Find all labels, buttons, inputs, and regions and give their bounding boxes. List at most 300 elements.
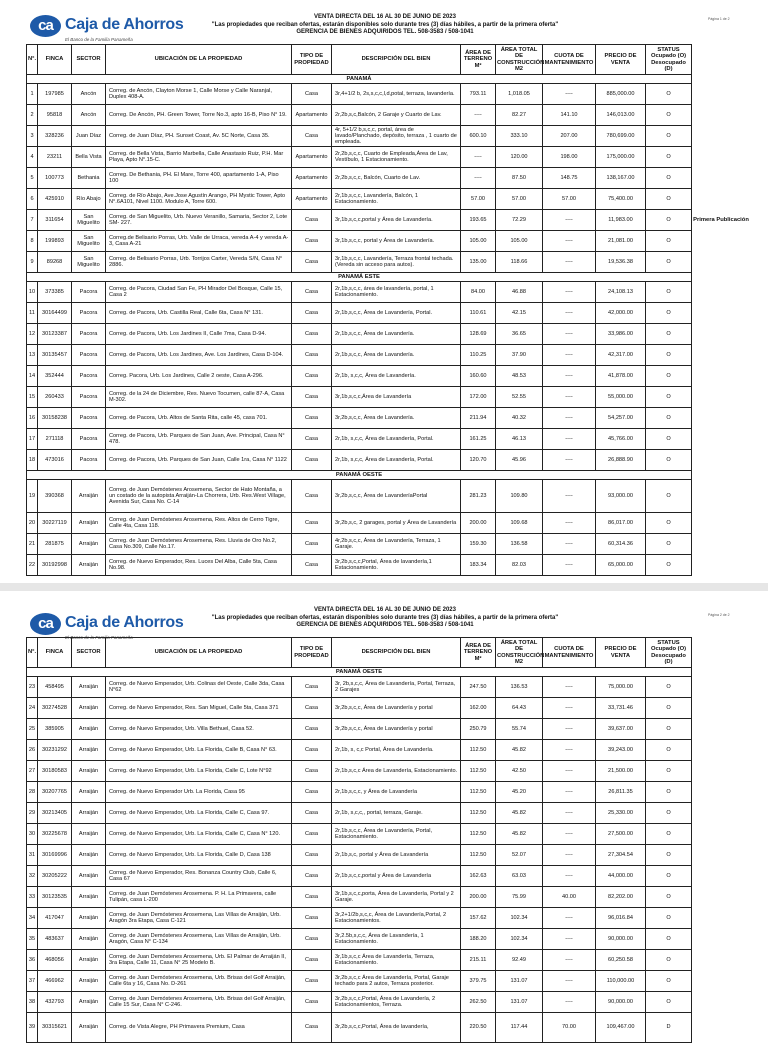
maintenance-fee-cell: ---- <box>543 282 596 303</box>
sector-cell: Arraiján <box>72 534 106 555</box>
maintenance-fee-cell: ---- <box>543 803 596 824</box>
land-area-cell: 162.00 <box>461 698 496 719</box>
column-header: N°. <box>27 638 38 668</box>
land-area-cell: 128.69 <box>461 324 496 345</box>
description-cell: 2r,1b, s,c,c, Área de Lavandería. <box>332 366 461 387</box>
land-area-cell: 215.11 <box>461 950 496 971</box>
construction-area-cell: 36.65 <box>496 324 543 345</box>
sale-price-cell: 55,000.00 <box>596 387 646 408</box>
margin-cell <box>692 231 751 252</box>
maintenance-fee-cell: ---- <box>543 408 596 429</box>
construction-area-cell: 109.68 <box>496 513 543 534</box>
location-cell: Correg. de Bella Vista, Barrio Marbella, Calle Anastasio Ruiz, P.H. Mar Playa, Apto N°.15-C. <box>106 147 292 168</box>
property-row <box>27 147 751 168</box>
land-area-cell: 112.50 <box>461 782 496 803</box>
location-cell: Correg. de Pacora, Urb. Los Jardines II, Calle 7ma, Casa D-94. <box>106 324 292 345</box>
finca-cell: 30213405 <box>38 803 72 824</box>
construction-area-cell: 55.74 <box>496 719 543 740</box>
sale-price-cell: 780,699.00 <box>596 126 646 147</box>
property-row <box>27 513 751 534</box>
location-cell: Correg.de Belisario Porras, Urb. Valle de Urraca, vereda A-4 y vereda A-3, Casa A-21 <box>106 231 292 252</box>
finca-cell: 425910 <box>38 189 72 210</box>
row-number: 23 <box>27 677 38 698</box>
property-row <box>27 677 751 698</box>
sector-cell: Arraiján <box>72 555 106 576</box>
column-header: DESCRIPCIÓN DEL BIEN <box>332 638 461 668</box>
description-cell: 3r,1b,s,c,c,porta, Área de Lavandería, Portal y 2 Garaje. <box>332 887 461 908</box>
column-header: UBICACIÓN DE LA PROPIEDAD <box>106 638 292 668</box>
status-cell: O <box>646 252 692 273</box>
description-cell: 2r,2b,s,c,c, Balcón, Cuarto de Lav. <box>332 168 461 189</box>
property-row <box>27 282 751 303</box>
construction-area-cell: 75.99 <box>496 887 543 908</box>
sector-cell: San Miguelito <box>72 210 106 231</box>
location-cell: Correg. de Juan Demóstenes Arosemena, Las Villas de Arraiján, Urb. Aragón, Casa N° C-134 <box>106 929 292 950</box>
row-number: 36 <box>27 950 38 971</box>
construction-area-cell: 45.82 <box>496 740 543 761</box>
status-cell: O <box>646 429 692 450</box>
brand-name: Caja de Ahorros <box>65 16 184 33</box>
property-row <box>27 555 751 576</box>
row-number: 12 <box>27 324 38 345</box>
row-number: 26 <box>27 740 38 761</box>
sector-cell: Arraiján <box>72 719 106 740</box>
maintenance-fee-cell: 148.75 <box>543 168 596 189</box>
land-area-cell: 250.79 <box>461 719 496 740</box>
sale-price-cell: 44,000.00 <box>596 866 646 887</box>
margin-cell <box>692 677 751 698</box>
property-type-cell: Casa <box>292 971 332 992</box>
property-type-cell: Apartamento <box>292 105 332 126</box>
sector-cell: Arraiján <box>72 698 106 719</box>
construction-area-cell: 1,018.05 <box>496 84 543 105</box>
finca-cell: 30169996 <box>38 845 72 866</box>
construction-area-cell: 37.90 <box>496 345 543 366</box>
location-cell: Correg. de Nuevo Emperador, Urb. La Florida, Calle C, Lote N°92 <box>106 761 292 782</box>
column-header: ÁREA TOTAL DE CONSTRUCCIÓN M2 <box>496 638 543 668</box>
land-area-cell: 157.62 <box>461 908 496 929</box>
table-header-row <box>27 638 751 668</box>
property-row <box>27 719 751 740</box>
property-type-cell: Casa <box>292 698 332 719</box>
maintenance-fee-cell: ---- <box>543 845 596 866</box>
column-header: FINCA <box>38 638 72 668</box>
maintenance-fee-cell: ---- <box>543 324 596 345</box>
property-row <box>27 992 751 1013</box>
sector-cell: Arraiján <box>72 887 106 908</box>
maintenance-fee-cell: 70.00 <box>543 1013 596 1043</box>
sector-cell: Arraiján <box>72 971 106 992</box>
property-type-cell: Casa <box>292 929 332 950</box>
margin-cell <box>692 1013 751 1043</box>
maintenance-fee-cell: 40.00 <box>543 887 596 908</box>
sale-price-cell: 60,314.36 <box>596 534 646 555</box>
row-number: 15 <box>27 387 38 408</box>
margin-cell <box>692 698 751 719</box>
finca-cell: 30192998 <box>38 555 72 576</box>
description-cell: 4r,2b,s,c,c, Área de Lavandería, Terraza, 1 Garaje. <box>332 534 461 555</box>
finca-cell: 30164499 <box>38 303 72 324</box>
status-cell: O <box>646 189 692 210</box>
margin-cell <box>692 75 751 84</box>
property-type-cell: Casa <box>292 324 332 345</box>
margin-cell <box>692 105 751 126</box>
section-title: PANAMÁ ESTE <box>27 273 692 282</box>
row-number: 3 <box>27 126 38 147</box>
location-cell: Correg. de Pacora, Urb. Parques de San Juan, Calle 1ra, Casa N° 1122 <box>106 450 292 471</box>
description-cell: 2r,1b,s,c,c Área de Lavandería, Estacionamiento. <box>332 761 461 782</box>
column-header: STATUS Ocupado (O) Desocupado (D) <box>646 45 692 75</box>
sector-cell: Arraiján <box>72 929 106 950</box>
land-area-cell: 183.34 <box>461 555 496 576</box>
construction-area-cell: 42.15 <box>496 303 543 324</box>
description-cell: 2r,1b,s,c, portal y Área de Lavandería <box>332 845 461 866</box>
status-cell: O <box>646 698 692 719</box>
sector-cell: Arraiján <box>72 761 106 782</box>
margin-cell <box>692 866 751 887</box>
row-number: 21 <box>27 534 38 555</box>
column-header: TIPO DE PROPIEDAD <box>292 638 332 668</box>
margin-cell <box>692 324 751 345</box>
construction-area-cell: 117.44 <box>496 1013 543 1043</box>
sale-price-cell: 90,000.00 <box>596 992 646 1013</box>
construction-area-cell: 82.27 <box>496 105 543 126</box>
row-number: 37 <box>27 971 38 992</box>
row-number: 14 <box>27 366 38 387</box>
sector-cell: Arraiján <box>72 866 106 887</box>
location-cell: Correg. de Juan Demóstenes Arosemena. P. H. La Primavera, calle Tulipán, casa L-200 <box>106 887 292 908</box>
sale-price-cell: 42,317.00 <box>596 345 646 366</box>
location-cell: Correg. de Río Abajo, Ave.Jose Agustín Arango, PH Mystic Tower, Apto N°.6A101, Nivel 1100. Modulo A, Torre 600. <box>106 189 292 210</box>
department-line: GERENCIA DE BIENES ADQUIRIDOS TEL. 508-3583 / 508-1041 <box>296 622 474 628</box>
sale-price-cell: 42,000.00 <box>596 303 646 324</box>
document-subtitle: "Las propiedades que reciban ofertas, estarán disponibles solo durante tres (3) días hábiles, a partir de la primera oferta" <box>211 21 559 28</box>
land-area-cell: 211.94 <box>461 408 496 429</box>
section-header-row <box>27 471 751 480</box>
location-cell: Correg. de Pacora, Urb. Castilla Real, Calle 6ta, Casa N° 131. <box>106 303 292 324</box>
finca-cell: 30207765 <box>38 782 72 803</box>
sale-price-cell: 24,108.13 <box>596 282 646 303</box>
location-cell: Correg. de Nuevo Emperador, Urb. La Florida, Calle C, Casa 97. <box>106 803 292 824</box>
document-title: VENTA DIRECTA DEL 16 AL 30 DE JUNIO DE 2023 <box>314 607 456 613</box>
column-header: ÁREA TOTAL DE CONSTRUCCIÓN M2 <box>496 45 543 75</box>
location-cell: Correg. de Pacora, Urb. Los Jardines, Ave. Los Jardines, Casa D-104. <box>106 345 292 366</box>
property-row <box>27 866 751 887</box>
location-cell: Correg. de Juan Demóstenes Arosemena, Res. Altos de Cerro Tigre, Calle 4ta, Casa 118. <box>106 513 292 534</box>
status-cell: O <box>646 992 692 1013</box>
sector-cell: Pacora <box>72 282 106 303</box>
sector-cell: Arraiján <box>72 677 106 698</box>
maintenance-fee-cell: ---- <box>543 866 596 887</box>
description-cell: 2r,2b,s,c,c, Cuarto de Empleada,Área de Lav, Vestíbulo, 1 Estacionamiento. <box>332 147 461 168</box>
finca-cell: 23211 <box>38 147 72 168</box>
location-cell: Correg. de San Miguelito, Urb. Nuevo Veranillo, Samaria, Sector 2, Lote SM- 227. <box>106 210 292 231</box>
location-cell: Correg. de Vista Alegre, PH Primavera Premium, Casa <box>106 1013 292 1043</box>
description-cell: 2r,1b, s,c,c,, portal, terraza, Garaje. <box>332 803 461 824</box>
status-cell: O <box>646 231 692 252</box>
sale-price-cell: 39,243.00 <box>596 740 646 761</box>
finca-cell: 30135457 <box>38 345 72 366</box>
maintenance-fee-cell: ---- <box>543 387 596 408</box>
status-cell: O <box>646 450 692 471</box>
property-type-cell: Casa <box>292 740 332 761</box>
sector-cell: Arraiján <box>72 740 106 761</box>
finca-cell: 89268 <box>38 252 72 273</box>
row-number: 18 <box>27 450 38 471</box>
status-cell: O <box>646 105 692 126</box>
construction-area-cell: 102.34 <box>496 908 543 929</box>
column-header: PRECIO DE VENTA <box>596 638 646 668</box>
publication-note: Primera Publicación <box>693 216 749 223</box>
status-cell: O <box>646 824 692 845</box>
property-row <box>27 231 751 252</box>
land-area-cell: 110.25 <box>461 345 496 366</box>
sale-price-cell: 96,016.84 <box>596 908 646 929</box>
location-cell: Correg. de Nuevo Emperador, Urb. La Florida, Calle C, Casa N° 120. <box>106 824 292 845</box>
margin-cell <box>692 908 751 929</box>
margin-cell <box>692 824 751 845</box>
section-header-row <box>27 668 751 677</box>
brand-mark: ca <box>30 613 61 635</box>
maintenance-fee-cell: 207.00 <box>543 126 596 147</box>
column-header: UBICACIÓN DE LA PROPIEDAD <box>106 45 292 75</box>
finca-cell: 30315621 <box>38 1013 72 1043</box>
property-row <box>27 740 751 761</box>
property-type-cell: Casa <box>292 908 332 929</box>
maintenance-fee-cell: ---- <box>543 719 596 740</box>
row-number: 1 <box>27 84 38 105</box>
maintenance-fee-cell: ---- <box>543 555 596 576</box>
property-type-cell: Casa <box>292 761 332 782</box>
construction-area-cell: 136.58 <box>496 534 543 555</box>
location-cell: Correg. de Nuevo Emperador Urb. La Florida, Casa 95 <box>106 782 292 803</box>
property-type-cell: Casa <box>292 366 332 387</box>
sale-price-cell: 65,000.00 <box>596 555 646 576</box>
property-row <box>27 252 751 273</box>
section-title: PANAMÁ OESTE <box>27 471 692 480</box>
sale-price-cell: 27,500.00 <box>596 824 646 845</box>
description-cell: 2r,1b, s,c,c, Área de Lavandería, Portal. <box>332 450 461 471</box>
maintenance-fee-cell: ---- <box>543 429 596 450</box>
status-cell: O <box>646 555 692 576</box>
construction-area-cell: 118.66 <box>496 252 543 273</box>
land-area-cell: 159.30 <box>461 534 496 555</box>
status-cell: O <box>646 147 692 168</box>
description-cell: 2r,1b,s,c,c, Área de Lavandería. <box>332 324 461 345</box>
description-cell: 2r,1b,s,c,c, Área de Lavandería, Portal, Estacionamiento. <box>332 824 461 845</box>
margin-cell <box>692 740 751 761</box>
description-cell: 2r,1b,s,c,c,portal y Área de Lavandería <box>332 866 461 887</box>
column-header: ÁREA DE TERRENO M² <box>461 45 496 75</box>
margin-cell <box>692 408 751 429</box>
sector-cell: Pacora <box>72 366 106 387</box>
margin-cell <box>692 803 751 824</box>
property-row <box>27 1013 751 1043</box>
sale-price-cell: 33,986.00 <box>596 324 646 345</box>
row-number: 35 <box>27 929 38 950</box>
maintenance-fee-cell: ---- <box>543 252 596 273</box>
description-cell: 3r,2b,s,c,c, Área de Lavandería. <box>332 408 461 429</box>
construction-area-cell: 120.00 <box>496 147 543 168</box>
property-type-cell: Casa <box>292 345 332 366</box>
description-cell: 2r,2b,s,c,Balcón, 2 Garaje y Cuarto de Lav. <box>332 105 461 126</box>
brand-tagline: El Banco de la Familia Panameña <box>65 37 133 42</box>
location-cell: Correg. Pacora, Urb. Los Jardines, Calle 2 oeste, Casa A-296. <box>106 366 292 387</box>
sector-cell: San Miguelito <box>72 252 106 273</box>
land-area-cell: 379.75 <box>461 971 496 992</box>
row-number: 22 <box>27 555 38 576</box>
margin-cell <box>692 303 751 324</box>
property-row <box>27 887 751 908</box>
status-cell: O <box>646 282 692 303</box>
finca-cell: 328236 <box>38 126 72 147</box>
maintenance-fee-cell: ---- <box>543 740 596 761</box>
sale-price-cell: 138,167.00 <box>596 168 646 189</box>
construction-area-cell: 42.50 <box>496 761 543 782</box>
sale-price-cell: 21,081.00 <box>596 231 646 252</box>
finca-cell: 466962 <box>38 971 72 992</box>
property-row <box>27 480 751 513</box>
maintenance-fee-cell: ---- <box>543 450 596 471</box>
finca-cell: 311654 <box>38 210 72 231</box>
property-type-cell: Casa <box>292 387 332 408</box>
margin-cell <box>692 761 751 782</box>
sector-cell: Pacora <box>72 324 106 345</box>
margin-cell <box>692 992 751 1013</box>
property-row <box>27 803 751 824</box>
property-type-cell: Casa <box>292 992 332 1013</box>
construction-area-cell: 92.49 <box>496 950 543 971</box>
status-cell: O <box>646 345 692 366</box>
property-type-cell: Casa <box>292 845 332 866</box>
column-header: PRECIO DE VENTA <box>596 45 646 75</box>
construction-area-cell: 131.07 <box>496 992 543 1013</box>
property-row <box>27 408 751 429</box>
sector-cell: Arraiján <box>72 992 106 1013</box>
margin-cell <box>692 471 751 480</box>
property-type-cell: Casa <box>292 555 332 576</box>
property-type-cell: Casa <box>292 824 332 845</box>
land-area-cell: 188.20 <box>461 929 496 950</box>
property-row <box>27 950 751 971</box>
sector-cell: Ancón <box>72 84 106 105</box>
column-header: SECTOR <box>72 45 106 75</box>
construction-area-cell: 64.43 <box>496 698 543 719</box>
property-type-cell: Casa <box>292 480 332 513</box>
property-row <box>27 782 751 803</box>
finca-cell: 417047 <box>38 908 72 929</box>
location-cell: Correg. de Juan Demóstenes Arosemena, Urb. Brisas del Golf Arraiján, Calle 6ta y 16, Casa No. D-261 <box>106 971 292 992</box>
land-area-cell: 161.25 <box>461 429 496 450</box>
construction-area-cell: 46.13 <box>496 429 543 450</box>
status-cell: O <box>646 950 692 971</box>
land-area-cell: 112.50 <box>461 740 496 761</box>
sale-price-cell: 41,878.00 <box>596 366 646 387</box>
sale-price-cell: 54,257.00 <box>596 408 646 429</box>
property-type-cell: Casa <box>292 782 332 803</box>
location-cell: Correg. De Bethania, PH. El Mare, Torre 400, apartamento 1-A, Piso 100 <box>106 168 292 189</box>
description-cell: 3r,1b,s,c,c, Lavandería, Terraza frontal techada. (Vereda sin acceso para autos). <box>332 252 461 273</box>
maintenance-fee-cell: ---- <box>543 345 596 366</box>
finca-cell: 352444 <box>38 366 72 387</box>
margin-cell <box>692 429 751 450</box>
sale-price-cell: 75,000.00 <box>596 677 646 698</box>
description-cell: 3r,1b,s,c,c Área de Lavandería, Terraza, Estacionamiento. <box>332 950 461 971</box>
description-cell: 2r,1b, s, c,c Portal, Área de Lavandería. <box>332 740 461 761</box>
section-header-row <box>27 75 751 84</box>
description-cell: 3r,2+1/2b,s,c,c, Área de Lavandería,Portal, 2 Estacionamientos. <box>332 908 461 929</box>
document-subtitle: "Las propiedades que reciban ofertas, estarán disponibles solo durante tres (3) días hábiles, a partir de la primera oferta" <box>211 614 559 621</box>
description-cell: 3r,1b,s,c,c, portal y Área de Lavandería. <box>332 231 461 252</box>
department-line: GERENCIA DE BIENES ADQUIRIDOS TEL. 508-3583 / 508-1041 <box>296 29 474 35</box>
property-type-cell: Apartamento <box>292 168 332 189</box>
column-header: STATUS Ocupado (O) Desocupado (D) <box>646 638 692 668</box>
finca-cell: 95818 <box>38 105 72 126</box>
maintenance-fee-cell: ---- <box>543 929 596 950</box>
property-type-cell: Apartamento <box>292 147 332 168</box>
column-header: CUOTA DE MANTENIMIENTO <box>543 45 596 75</box>
location-cell: Correg. de Pacora, Urb. Parques de San Juan, Ave. Principal, Casa N° 478. <box>106 429 292 450</box>
construction-area-cell: 45.82 <box>496 824 543 845</box>
status-cell: O <box>646 210 692 231</box>
property-type-cell: Casa <box>292 677 332 698</box>
margin-cell <box>692 971 751 992</box>
description-cell: 3r,2b,s,c,c, Área de LavanderíaPortal <box>332 480 461 513</box>
description-cell: 3r,2b,s,c,c, Área de Lavandería y portal <box>332 719 461 740</box>
land-area-cell: 160.60 <box>461 366 496 387</box>
sale-price-cell: 26,888.90 <box>596 450 646 471</box>
location-cell: Correg. de Juan Demóstenes Arosemena, Urb. Brisas del Golf Arraiján, Calle 15 Sur, Casa N° C-246. <box>106 992 292 1013</box>
location-cell: Correg. de Nuevo Emperador, Res. San Miguel, Calle 5ta, Casa 371 <box>106 698 292 719</box>
property-row <box>27 761 751 782</box>
row-number: 30 <box>27 824 38 845</box>
maintenance-fee-cell: ---- <box>543 950 596 971</box>
finca-cell: 30231292 <box>38 740 72 761</box>
finca-cell: 468056 <box>38 950 72 971</box>
section-header-row <box>27 273 751 282</box>
sector-cell: Arraiján <box>72 480 106 513</box>
margin-cell <box>692 534 751 555</box>
row-number: 2 <box>27 105 38 126</box>
property-row <box>27 366 751 387</box>
row-number: 38 <box>27 992 38 1013</box>
location-cell: Correg. de Juan Demóstenes Arosemena, Sector de Hato Montaña, a un costado de la autopista Arraiján-La Chorrera, Urb. Res.West Village, Avenida Sur, Casa No. C-14 <box>106 480 292 513</box>
land-area-cell: 110.61 <box>461 303 496 324</box>
description-cell: 3r,1b,s,c,c,Área de Lavandería <box>332 387 461 408</box>
sector-cell: Arraiján <box>72 803 106 824</box>
location-cell: Correg. de Juan Demóstenes Arosemena, Res. Lluvia de Oro No.2, Casa No.309, Calle No.17. <box>106 534 292 555</box>
property-row <box>27 824 751 845</box>
location-cell: Correg. de Nuevo Emperador, Urb. La Florida, Calle B, Casa N° 63. <box>106 740 292 761</box>
description-cell: 3r,2.5b,s,c,c, Área de Lavandería, 1 Estacionamiento. <box>332 929 461 950</box>
status-cell: O <box>646 324 692 345</box>
construction-area-cell: 45.82 <box>496 803 543 824</box>
property-table-page-2 <box>26 637 751 1043</box>
location-cell: Correg. de Pacora, Ciudad San Fe, PH Mirador Del Bosque, Calle 15, Casa 2 <box>106 282 292 303</box>
status-cell: O <box>646 803 692 824</box>
margin-cell <box>692 168 751 189</box>
description-cell: 3r,4+1/2 b, 2s,s,c,c,l,d,potal, terraza, lavandería. <box>332 84 461 105</box>
construction-area-cell: 333.10 <box>496 126 543 147</box>
location-cell: Correg. de la 24 de Diciembre, Res. Nuevo Tocumen, calle 87-A, Casa M-302. <box>106 387 292 408</box>
location-cell: Correg. de Nuevo Emperador, Urb. Colinas del Oeste, Calle 3da, Casa N°62 <box>106 677 292 698</box>
land-area-cell: 220.50 <box>461 1013 496 1043</box>
finca-cell: 260433 <box>38 387 72 408</box>
construction-area-cell: 87.50 <box>496 168 543 189</box>
margin-cell <box>692 126 751 147</box>
property-row <box>27 429 751 450</box>
maintenance-fee-cell: ---- <box>543 698 596 719</box>
